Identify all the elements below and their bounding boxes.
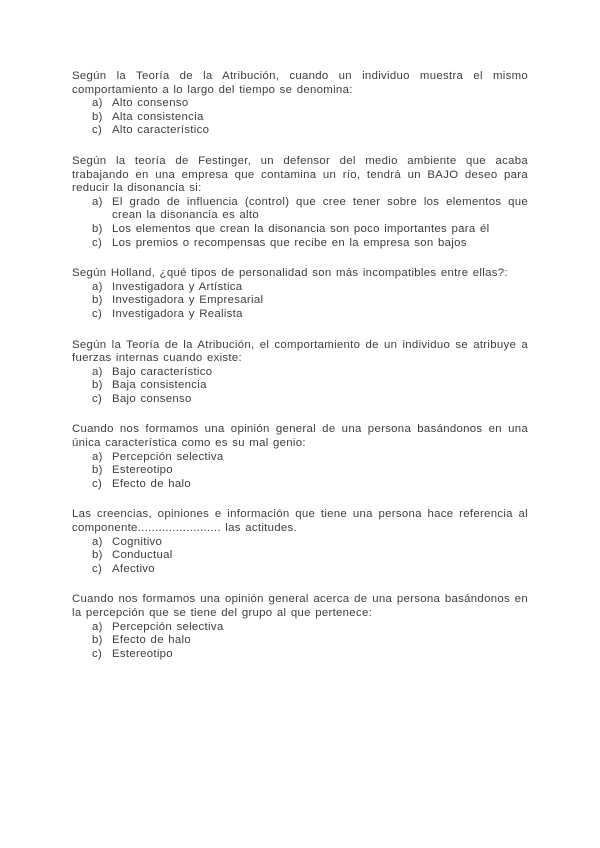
option-label: b) — [92, 222, 103, 235]
question-block-6 — [72, 508, 528, 576]
option-label: a) — [92, 280, 103, 293]
option-text: Percepción selectiva — [112, 450, 224, 463]
option-label: a) — [92, 195, 103, 208]
option-label: c) — [92, 562, 103, 575]
option-text: Alto consenso — [112, 97, 189, 110]
options-list — [72, 451, 528, 492]
option-item — [72, 536, 528, 550]
question-text: Cuando nos formamos una opinión general de una persona basándonos en una única característica como es su mal genio: — [72, 423, 528, 450]
option-item — [72, 281, 528, 295]
question-block-5 — [72, 423, 528, 491]
option-label: a) — [92, 620, 103, 633]
option-label: b) — [92, 634, 103, 647]
option-text: Percepción selectiva — [112, 620, 224, 633]
options-list — [72, 281, 528, 322]
option-item — [72, 464, 528, 478]
question-block-2 — [72, 155, 528, 250]
option-item — [72, 634, 528, 648]
option-text: Bajo consenso — [112, 392, 192, 405]
option-text: Investigadora y Realista — [112, 307, 243, 320]
option-label: a) — [92, 535, 103, 548]
option-item — [72, 379, 528, 393]
options-list — [72, 97, 528, 138]
option-text: Cognitivo — [112, 535, 163, 548]
options-list — [72, 621, 528, 662]
option-text: Los elementos que crean la disonancia son poco importantes para él — [112, 222, 490, 235]
question-text: Las creencias, opiniones e información que tiene una persona hace referencia al componente........................ las actitudes. — [72, 508, 528, 535]
question-text: Según la Teoría de la Atribución, cuando un individuo muestra el mismo comportamiento a lo largo del tiempo se denomina: — [72, 70, 528, 96]
option-label: b) — [92, 294, 103, 307]
question-text: Según la Teoría de la Atribución, el comportamiento de un individuo se atribuye a fuerzas internas cuando existe: — [72, 338, 528, 365]
option-item — [72, 237, 528, 251]
option-text: Los premios o recompensas que recibe en la empresa son bajos — [112, 236, 467, 249]
question-block-1 — [72, 70, 528, 138]
option-label: c) — [92, 477, 103, 490]
question-text: Según Holland, ¿qué tipos de personalidad son más incompatibles entre ellas?: — [72, 267, 508, 280]
option-item — [72, 124, 528, 138]
option-item — [72, 621, 528, 635]
option-text: Afectivo — [112, 562, 155, 575]
options-list — [72, 196, 528, 250]
option-text: Conductual — [112, 549, 173, 562]
option-label: b) — [92, 379, 103, 392]
options-list — [72, 536, 528, 577]
option-item — [72, 223, 528, 237]
option-text: Bajo característico — [112, 365, 213, 378]
question-block-3 — [72, 267, 528, 321]
option-label: a) — [92, 97, 103, 110]
option-label: c) — [92, 124, 103, 137]
question-block-7 — [72, 593, 528, 661]
option-item — [72, 366, 528, 380]
options-list — [72, 366, 528, 407]
option-item — [72, 111, 528, 125]
option-text: Efecto de halo — [112, 477, 192, 490]
question-text: Cuando nos formamos una opinión general acerca de una persona basándonos en la percepción que se tiene del grupo al que pertenece: — [72, 593, 528, 619]
option-item — [72, 196, 528, 223]
option-text: Investigadora y Empresarial — [112, 294, 264, 307]
option-item — [72, 549, 528, 563]
option-item — [72, 478, 528, 492]
option-item — [72, 294, 528, 308]
option-label: b) — [92, 464, 103, 477]
option-label: a) — [92, 450, 103, 463]
option-item — [72, 563, 528, 577]
option-text: Efecto de halo — [112, 634, 192, 647]
option-text: Baja consistencia — [112, 379, 207, 392]
option-item — [72, 393, 528, 407]
option-label: b) — [92, 110, 103, 123]
question-text: Según la teoría de Festinger, un defensor del medio ambiente que acaba trabajando en una empresa que contamina un río, tendrá un BAJO deseo para reducir la disonancia si: — [72, 154, 528, 195]
option-label: c) — [92, 236, 103, 249]
option-label: c) — [92, 647, 103, 660]
option-text: Estereotipo — [112, 464, 173, 477]
option-item — [72, 308, 528, 322]
option-label: a) — [92, 365, 103, 378]
option-label: c) — [92, 392, 103, 405]
question-block-4 — [72, 339, 528, 407]
option-label: b) — [92, 549, 103, 562]
option-item — [72, 648, 528, 662]
option-text: Investigadora y Artística — [112, 280, 243, 293]
option-text: El grado de influencia (control) que cree tener sobre los elementos que crean la disonancia es alto — [112, 195, 528, 222]
option-text: Alto característico — [112, 124, 210, 137]
option-label: c) — [92, 307, 103, 320]
option-text: Estereotipo — [112, 647, 173, 660]
option-item — [72, 451, 528, 465]
option-item — [72, 97, 528, 111]
option-text: Alta consistencia — [112, 110, 204, 123]
